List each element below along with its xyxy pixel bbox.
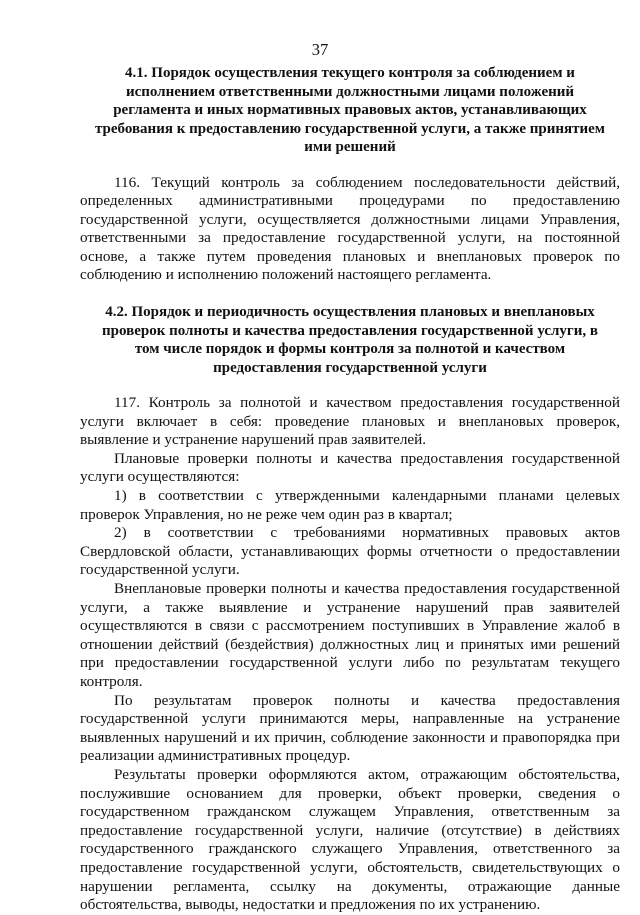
- paragraph-116: 116. Текущий контроль за соблюдением последовательности действий, определенных административными процедурами по предоставлению государственной услуги, осуществляется должностными лицами Управления, ответственными за предоставление государственной услуги, на постоянной основе, а также путем проведения плановых и внеплановых проверок по соблюдению и исполнению положений настоящего регламента.: [80, 173, 620, 284]
- paragraph-unplanned-checks: Внеплановые проверки полноты и качества предоставления государственной услуги, а также выявление и устранение нарушений прав заявителей осуществляются в связи с рассмотрением поступивших в Управление жалоб в отношении действий (бездействия) должностных лиц и принятых ими решений при предоставлении государственной услуги либо по результатам текущего контроля.: [80, 580, 620, 690]
- section-heading-4-2: 4.2. Порядок и периодичность осуществления плановых и внеплановых проверок полноты и качества предоставления государственной услуги, в том числе порядок и формы контроля за полнотой и качеством предоставления государственной услуги: [101, 304, 598, 376]
- paragraph-item-2: 2) в соответствии с требованиями нормативных правовых актов Свердловской области, устанавливающих формы отчетности о предоставлении государственной услуги.: [80, 524, 620, 579]
- page-number: 37: [311, 40, 329, 59]
- document-body: [80, 64, 620, 915]
- paragraph-check-results-act: Результаты проверки оформляются актом, отражающим обстоятельства, послужившие основанием для проверки, объект проверки, сведения о государственном гражданском служащем Управления, ответственным за предоставление государственной услуги, наличие (отсутствие) в действиях государственного гражданского служащего Управления, ответственного за предоставление государственной услуги, обстоятельств, свидетельствующих о нарушении регламента, ссылку на документы, отражающие данные обстоятельства, выводы, недостатки и предложения по их устранению.: [80, 765, 620, 914]
- paragraph-planned-checks: Плановые проверки полноты и качества предоставления государственной услуги осуществляются:: [80, 449, 620, 486]
- section-heading-4-1: 4.1. Порядок осуществления текущего контроля за соблюдением и исполнением ответственными должностными лицами положений регламента и иных нормативных правовых актов, устанавливающих требования к предоставлению государственной услуги, а также принятием ими решений: [94, 65, 606, 155]
- paragraph-check-results-measures: По результатам проверок полноты и качества предоставления государственной услуги принимаются меры, направленные на устранение выявленных нарушений и их причин, соблюдение законности и правопорядка при реализации административных процедур.: [80, 691, 620, 765]
- paragraph-117: 117. Контроль за полнотой и качеством предоставления государственной услуги включает в себя: проведение плановых и внеплановых проверок, выявление и устранение нарушений прав заявителей.: [80, 394, 620, 449]
- paragraph-item-1: 1) в соответствии с утвержденными календарными планами целевых проверок Управления, но не реже чем один раз в квартал;: [80, 487, 620, 523]
